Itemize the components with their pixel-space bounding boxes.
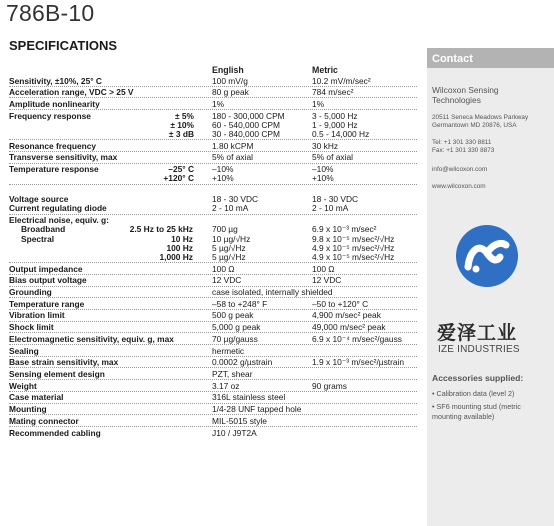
value-line: 18 - 30 VDC	[212, 194, 259, 205]
table-row	[9, 322, 417, 334]
row-label: Sensing element design	[9, 368, 105, 379]
table-header	[9, 62, 417, 75]
english-value	[212, 98, 312, 109]
value-line: 700 µg	[212, 224, 238, 235]
spec-table	[9, 62, 417, 438]
accessories-list	[432, 389, 550, 425]
row-label-cell	[9, 98, 212, 109]
row-label-cell	[9, 392, 212, 403]
spec-rows-bottom	[9, 263, 417, 438]
shared-value: 316L stainless steel	[212, 392, 286, 403]
table-row	[9, 380, 417, 392]
row-label	[9, 153, 117, 162]
english-value	[212, 152, 312, 163]
table-row	[9, 333, 417, 345]
label-line: Transverse sensitivity, max	[9, 152, 118, 163]
english-value	[212, 75, 312, 86]
row-label	[9, 77, 102, 86]
table-row	[9, 140, 417, 152]
contact-heading: Contact	[427, 48, 554, 68]
table-row	[9, 98, 417, 110]
english-value: 3.17 oz	[212, 380, 240, 391]
fax-line: Fax: +1 301 330 8873	[432, 146, 495, 154]
row-label: Case material	[9, 392, 64, 403]
metric-value	[312, 87, 417, 98]
value-line: 10 µg/√Hz	[212, 233, 251, 244]
table-row	[9, 404, 417, 416]
specifications-heading: SPECIFICATIONS	[9, 38, 118, 53]
value-line: 10.2 mV/m/sec²	[312, 75, 371, 86]
metric-value: 49,000 m/sec² peak	[312, 322, 386, 333]
shared-value: case isolated, internally shielded	[212, 287, 333, 298]
label-line: Amplitude nonlinearity	[9, 98, 100, 109]
condition-line: +120° C	[163, 173, 194, 184]
value-line: 1%	[312, 98, 325, 109]
value-line: 80 g peak	[212, 87, 249, 98]
english-value: 0.0002 g/µstrain	[212, 357, 273, 368]
noise-condition	[9, 235, 193, 244]
label-line: Resonance frequency	[9, 140, 97, 151]
ize-logo-icon	[454, 223, 520, 289]
table-row	[9, 75, 417, 87]
table-row	[9, 345, 417, 357]
row-label	[9, 142, 96, 151]
row-label: Mating connector	[9, 415, 79, 426]
metric-value: 100 Ω	[312, 263, 335, 274]
english-header: English	[212, 65, 244, 75]
row-label-cell	[9, 322, 212, 333]
row-label: Mounting	[9, 404, 47, 415]
noise-frequency: 1,000 Hz	[159, 251, 193, 262]
value-line: 5% of axial	[312, 152, 353, 163]
model-title: 786B-10	[6, 0, 95, 26]
label-line: Acceleration range, VDC > 25 V	[9, 87, 134, 98]
shared-value: PZT, shear	[212, 368, 253, 379]
value-line: 4.9 x 10⁻⁵ m/sec²/√Hz	[312, 242, 395, 253]
row-label-cell	[9, 427, 212, 438]
row-label-cell	[9, 215, 212, 263]
row-label: Grounding	[9, 287, 52, 298]
row-label: Bias output voltage	[9, 275, 87, 286]
table-row	[9, 110, 417, 140]
table-row	[9, 185, 417, 215]
condition-line: –25° C	[168, 164, 194, 175]
phone-line: Tel: +1 301 330 8811	[432, 139, 492, 147]
metric-value: 1.9 x 10⁻³ m/sec²/µstrain	[312, 357, 405, 368]
shared-value: hermetic	[212, 345, 245, 356]
label-line: Temperature response	[9, 164, 99, 175]
website-link[interactable]: www.wilcoxon.com	[432, 183, 486, 191]
table-row	[9, 287, 417, 299]
value-line: 30 kHz	[312, 140, 339, 151]
table-row	[9, 392, 417, 404]
english-value	[212, 185, 312, 214]
row-label	[9, 100, 100, 109]
row-label-cell	[9, 415, 212, 426]
value-line: 5 µg/√Hz	[212, 242, 246, 253]
row-label-cell	[9, 110, 212, 139]
accessory-item: • Calibration data (level 2)	[432, 389, 515, 398]
row-label-cell	[9, 185, 212, 214]
table-row	[9, 310, 417, 322]
table-row	[9, 164, 417, 185]
accessories-heading: Accessories supplied:	[432, 373, 524, 383]
address	[427, 114, 554, 129]
condition-line: ± 3 dB	[168, 129, 194, 140]
english-value	[212, 110, 312, 139]
address-line: Germantown MD 20876, USA	[432, 121, 517, 129]
metric-value: –50 to +120° C	[312, 298, 369, 309]
value-line: 2 - 10 mA	[212, 203, 249, 214]
metric-value	[312, 215, 417, 263]
row-label-cell	[9, 275, 212, 286]
value-line: +10%	[212, 173, 234, 184]
metric-value: 4,900 m/sec² peak	[312, 310, 381, 321]
english-value: 5,000 g peak	[212, 322, 261, 333]
label-line: Frequency response	[9, 110, 91, 121]
row-label-cell	[9, 298, 212, 309]
noise-frequency: 10 Hz	[171, 233, 193, 244]
shared-value: MIL-5015 style	[212, 415, 267, 426]
metric-value: 12 VDC	[312, 275, 342, 286]
value-line: 180 - 300,000 CPM	[212, 110, 285, 121]
label-line: Current regulating diode	[9, 203, 107, 214]
value-line: 9.8 x 10⁻⁵ m/sec²/√Hz	[312, 233, 395, 244]
row-label-cell	[9, 75, 212, 86]
table-row	[9, 357, 417, 369]
noise-condition	[9, 253, 193, 262]
contact-sidebar	[427, 48, 554, 526]
value-line: 5% of axial	[212, 152, 253, 163]
row-label: Sealing	[9, 345, 39, 356]
table-row	[9, 298, 417, 310]
row-label	[9, 186, 107, 214]
row-label	[9, 165, 99, 183]
metric-value	[312, 185, 417, 214]
english-value: 70 µg/gauss	[212, 333, 258, 344]
value-line: 6.9 x 10⁻³ m/sec²	[312, 224, 377, 235]
value-line: 0.5 - 14,000 Hz	[312, 129, 370, 140]
row-label-cell	[9, 140, 212, 151]
metric-value	[312, 98, 417, 109]
table-row	[9, 275, 417, 287]
company-name	[427, 85, 554, 105]
row-label: Electromagnetic sensitivity, equiv. g, max	[9, 333, 174, 344]
metric-value	[312, 75, 417, 86]
noise-frequency: 100 Hz	[166, 242, 193, 253]
row-label: Output impedance	[9, 263, 83, 274]
row-label-cell	[9, 152, 212, 163]
row-label-cell	[9, 164, 212, 184]
row-label-cell	[9, 263, 212, 274]
table-row	[9, 427, 417, 438]
accessory-item: • SF6 mounting stud (metric mounting available)	[432, 402, 521, 421]
row-label: Weight	[9, 380, 37, 391]
condition-line: ± 10%	[170, 119, 194, 130]
metric-value	[312, 140, 417, 151]
row-label-cell	[9, 345, 212, 356]
row-condition	[169, 112, 212, 140]
noise-frequency: 2.5 Hz to 25 kHz	[129, 224, 193, 235]
noise-type: Broadband	[21, 224, 66, 235]
table-row	[9, 152, 417, 164]
english-value	[212, 140, 312, 151]
email-link[interactable]: info@wilcoxon.com	[432, 166, 488, 174]
row-label: Base strain sensitivity, max	[9, 357, 119, 368]
value-line: 2 - 10 mA	[312, 203, 349, 214]
row-label-cell	[9, 380, 212, 391]
value-line: 1%	[212, 98, 225, 109]
noise-type: Spectral	[21, 233, 55, 244]
row-label	[9, 112, 91, 140]
company-line: Technologies	[432, 95, 481, 105]
metric-header: Metric	[312, 65, 338, 75]
phone-fax	[427, 139, 554, 154]
company-line: Wilcoxon Sensing	[432, 85, 499, 95]
row-condition	[163, 165, 212, 183]
metric-value: 90 grams	[312, 380, 347, 391]
value-line: –10%	[312, 164, 334, 175]
value-line: 3 - 5,000 Hz	[312, 110, 358, 121]
table-row	[9, 87, 417, 99]
value-line: –10%	[212, 164, 234, 175]
table-row	[9, 368, 417, 380]
noise-type	[9, 253, 91, 262]
value-line: 4.9 x 10⁻⁵ m/sec²/√Hz	[312, 251, 395, 262]
shared-value: J10 / J9T2A	[212, 427, 257, 438]
english-value	[212, 87, 312, 98]
row-label	[9, 88, 134, 97]
value-line: 1 - 9,000 Hz	[312, 119, 358, 130]
english-value: 12 VDC	[212, 275, 242, 286]
metric-value	[312, 110, 417, 139]
row-label-cell	[9, 87, 212, 98]
table-row	[9, 263, 417, 275]
row-label-cell	[9, 368, 212, 379]
row-label: Recommended cabling	[9, 427, 101, 438]
row-label: Shock limit	[9, 322, 54, 333]
english-value: 500 g peak	[212, 310, 254, 321]
brand-english: IZE INDUSTRIES	[438, 344, 520, 355]
row-label: Electrical noise, equiv. g:	[9, 215, 109, 226]
value-line: 5 µg/√Hz	[212, 251, 246, 262]
spec-rows-top	[9, 75, 417, 215]
label-line: Sensitivity, ±10%, 25° C	[9, 75, 102, 86]
noise-row	[9, 215, 417, 264]
value-line: 784 m/sec²	[312, 87, 354, 98]
metric-value: 6.9 x 10⁻⁴ m/sec²/gauss	[312, 333, 402, 344]
condition-line: ± 5%	[174, 110, 194, 121]
value-line: 1.80 kCPM	[212, 140, 254, 151]
row-label: Vibration limit	[9, 310, 65, 321]
english-value: 100 Ω	[212, 263, 235, 274]
noise-label-block	[9, 216, 193, 262]
brand-chinese: 爱泽工业	[437, 322, 518, 344]
value-line: 100 mV/g	[212, 75, 248, 86]
value-line: 30 - 840,000 CPM	[212, 129, 280, 140]
value-line: +10%	[312, 173, 334, 184]
table-row	[9, 415, 417, 427]
row-label-cell	[9, 404, 212, 415]
value-line: 60 - 540,000 CPM	[212, 119, 280, 130]
shared-value: 1/4-28 UNF tapped hole	[212, 404, 302, 415]
metric-value	[312, 164, 417, 184]
english-value	[212, 215, 312, 263]
address-line: 20511 Seneca Meadows Parkway	[432, 114, 529, 121]
english-value: –58 to +248° F	[212, 298, 268, 309]
row-label-cell	[9, 357, 212, 368]
value-line: 18 - 30 VDC	[312, 194, 359, 205]
label-line: Voltage source	[9, 194, 69, 205]
english-value	[212, 164, 312, 184]
row-label: Temperature range	[9, 298, 85, 309]
row-label-cell	[9, 310, 212, 321]
row-label-cell	[9, 333, 212, 344]
row-label-cell	[9, 287, 212, 298]
metric-value	[312, 152, 417, 163]
